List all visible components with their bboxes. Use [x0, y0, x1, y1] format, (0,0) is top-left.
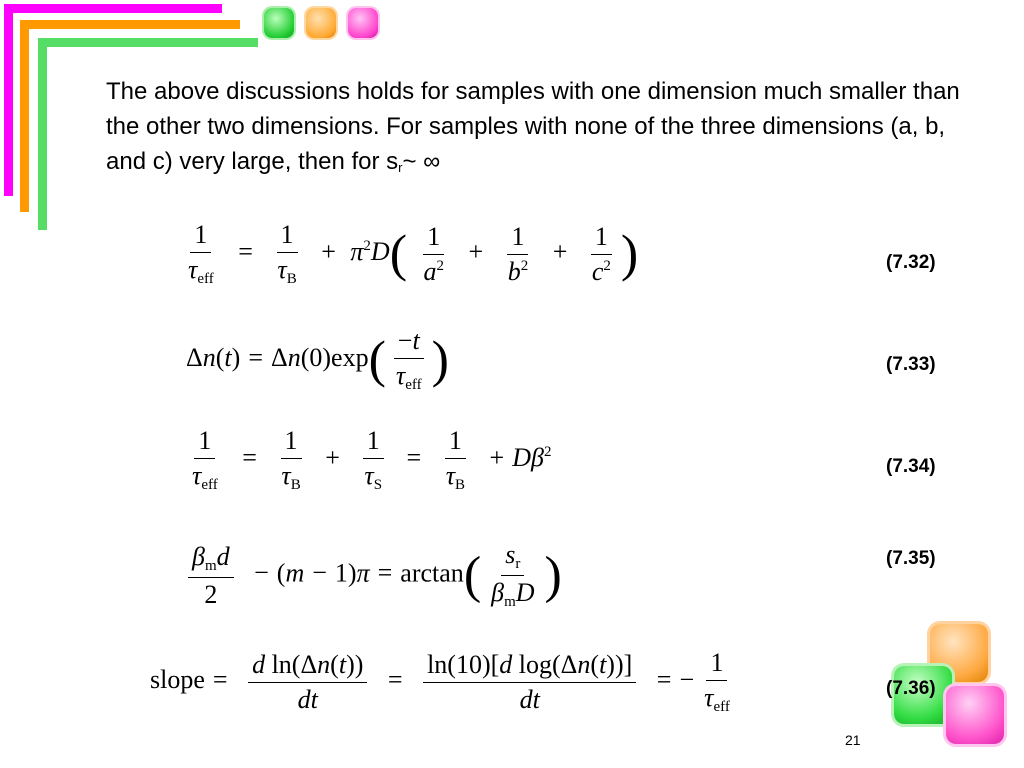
- equation-label: (7.33): [886, 354, 936, 375]
- magenta-frame-line: [4, 4, 222, 13]
- decorative-cubes-top: [258, 4, 388, 46]
- equation-label: (7.34): [886, 456, 936, 477]
- magenta-frame-line: [4, 4, 13, 196]
- equation-label: (7.35): [886, 548, 936, 569]
- pink-cube-icon: [348, 8, 378, 38]
- equation-label: (7.36): [886, 678, 936, 699]
- page-number: 21: [845, 732, 861, 748]
- equation-7-33: Δn(t) = Δn(0)exp( $\frac{-t}{\tau_{eff}}$ ): [186, 326, 449, 393]
- equation-7-32: $\frac{1}{\tau_{eff}}$ = $\frac{1}{\tau_B}$ + $\pi^2D$( $\frac{1}{a^2}$ + $\frac{1}{b^2}$ + $\frac{1}{c^2}$ ): [188, 220, 639, 287]
- equation-7-36: slope = $\frac{\text{d ln(Δn(t))}}{dt}$ = $\frac{\text{ln(10)[d log(Δn(t))]}}{dt}$ = − $\frac{1}{\tau_{eff}}$: [150, 648, 730, 715]
- green-cube-icon: [264, 8, 294, 38]
- equation-7-35: $\frac{\beta_md}{2}$ − (m − 1)π = arctan( $\frac{s_r}{\beta_mD}$ ): [182, 540, 562, 611]
- equation-7-34: $\frac{1}{\tau_{eff}}$ = $\frac{1}{\tau_B}$ + $\frac{1}{\tau_S}$ = $\frac{1}{\tau_B}$ + $D\beta^2$: [192, 426, 552, 493]
- orange-frame-line: [20, 20, 29, 212]
- orange-cube-icon: [306, 8, 336, 38]
- intro-paragraph: The above discussions holds for samples with one dimension much smaller than the other two dimensions. For samples with none of the three dimensions (a, b, and c) very large, then for $s_r\sim$ ∞: [106, 78, 960, 175]
- orange-frame-line: [20, 20, 240, 29]
- equation-label: (7.32): [886, 252, 936, 273]
- pink-cube-icon: [946, 686, 1004, 744]
- green-frame-line: [38, 38, 47, 230]
- green-frame-line: [38, 38, 258, 47]
